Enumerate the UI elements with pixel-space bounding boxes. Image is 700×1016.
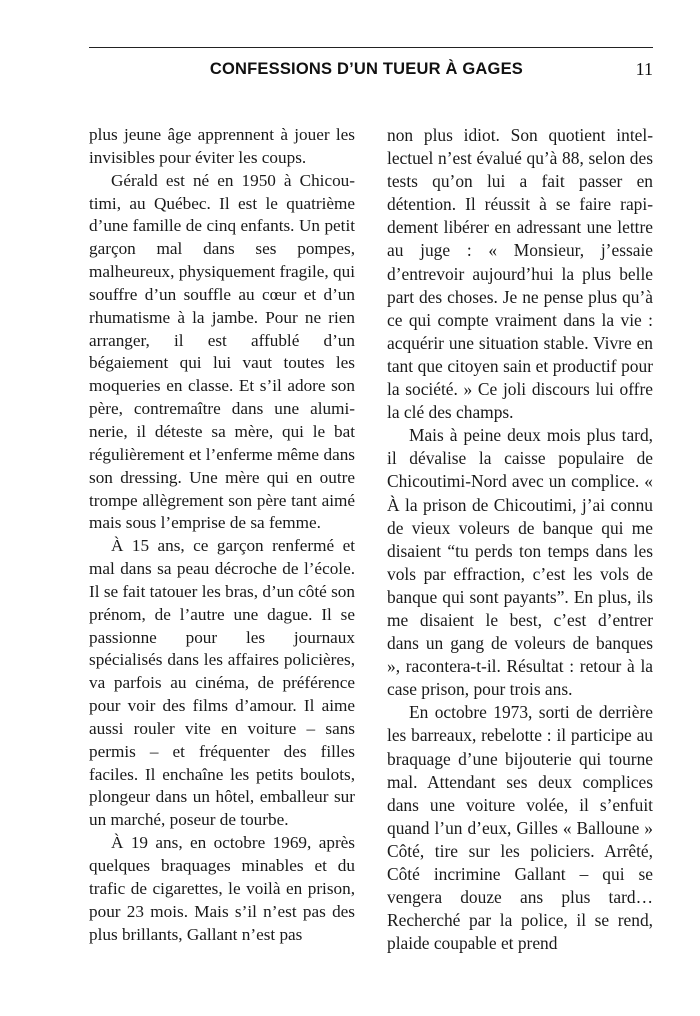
paragraph: Gérald est né en 1950 à Chicoutimi, au Québec. Il est le quatrième d’une famille de cinq enfants. Un petit garçon mal dans ses pompes, malheureux, physiquement fragile, qui souffre d’un souffle au cœur et d’un rhumatisme à la jambe. Pour ne rien arranger, il est affublé d’un bégaiement qui lui vaut toutes les moqueries en classe. Et s’il adore son père, contremaître dans une aluminerie, il déteste sa mère, qui le bat régulièrement et l’enferme même dans son dressing. Une mère qui en outre trompe allègrement son père tant aimé mais sous l’emprise de sa femme.	[89, 170, 355, 533]
page-number: 11	[635, 59, 653, 79]
paragraph: non plus idiot. Son quotient intellectuel n’est évalué qu’à 88, selon des tests qu’on lui a fait passer en détention. Il réussit à se faire rapidement libérer en adressant une lettre au juge : « Monsieur, j’essaie d’entrevoir aujourd’hui la plus belle part des choses. Je ne pense plus qu’à ce qui compte vraiment dans la vie : acquérir une situation stable. Vivre en tant que citoyen sain et productif pour la société. » Ce joli discours lui offre la clé des champs.	[387, 125, 653, 423]
paragraph: plus jeune âge apprennent à jouer les invisibles pour éviter les coups.	[89, 125, 355, 167]
left-column	[89, 124, 355, 946]
paragraph: À 19 ans, en octobre 1969, après quelques braquages minables et du trafic de cigarettes, le voilà en prison, pour 23 mois. Mais s’il n’est pas des plus brillants, Gallant n’est pas	[89, 833, 355, 944]
running-title: CONFESSIONS D’UN TUEUR À GAGES	[209, 60, 523, 78]
paragraph: Mais à peine deux mois plus tard, il dévalise la caisse populaire de Chicoutimi-Nord avec un complice. « À la prison de Chicoutimi, j’ai connu de vieux voleurs de banque qui me disaient “tu perds ton temps dans les vols par effraction, c’est les vols de banque qui sont payants”. En plus, ils me disaient le best, c’est d’entrer dans un gang de voleurs de banques », racontera-t-il. Résultat : retour à la case prison, pour trois ans.	[387, 425, 653, 700]
paragraph: À 15 ans, ce garçon renfermé et mal dans sa peau décroche de l’école. Il se fait tatouer les bras, d’un côté son prénom, de l’autre une dague. Il se passionne pour les journaux spécialisés dans les affaires policières, va parfois au cinéma, de préférence pour voir des films d’amour. Il aime aussi rouler vite en voiture – sans permis – et fréquenter des filles faciles. Il enchaîne les petits boulots, plongeur dans un hôtel, emballeur sur un marché, poseur de tourbe.	[89, 536, 355, 830]
paragraph: En octobre 1973, sorti de derrière les barreaux, rebelotte : il participe au braquage d’une bijouterie qui tourne mal. Attendant ses deux complices dans une voiture volée, il s’enfuit quand l’un d’eux, Gilles « Balloune » Côté, tire sur les policiers. Arrêté, Côté incrimine Gallant – qui se vengera douze ans plus tard… Recherché par la police, il se rend, plaide coupable et prend	[387, 702, 653, 954]
running-header	[89, 55, 653, 85]
right-column	[387, 124, 653, 955]
header-rule	[89, 47, 653, 48]
